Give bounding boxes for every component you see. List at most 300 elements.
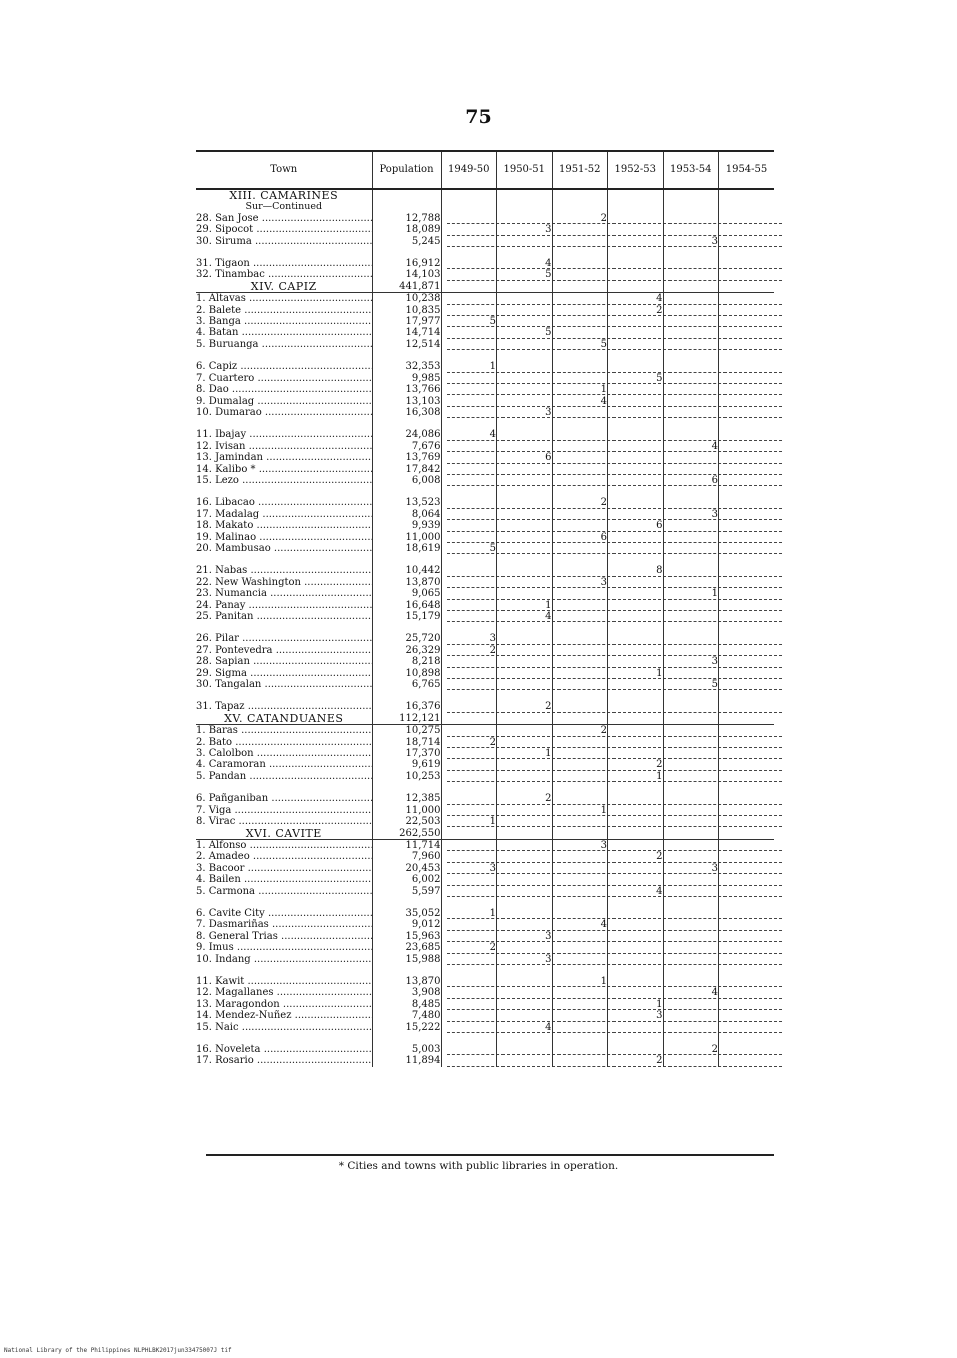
year-value [613,361,671,372]
year-value [558,656,616,667]
year-value [558,886,616,897]
year-value [558,908,616,919]
year-value [724,976,782,987]
year-cell [497,236,553,247]
town-population: 24,086 [372,429,441,440]
year-cell [663,384,719,395]
year-cell [719,759,775,770]
town-name: 25. Panitan ..... [196,611,372,622]
year-value: 1 [502,748,560,759]
year-value [724,475,782,486]
year-value: 5 [558,339,616,350]
spacer-cell [372,486,441,497]
year-value [724,1010,782,1021]
year-value [447,805,505,816]
year-cell [552,999,608,1010]
spacer-cell [663,1033,719,1044]
year-value [669,316,727,327]
year-cell [552,588,608,599]
town-name: 13. Maragondon ..... [196,999,372,1010]
spacer-cell [372,418,441,429]
table-row [196,987,774,998]
year-cell [608,805,664,816]
town-name: 18. Makato ..... [196,520,372,531]
town-population: 32,353 [372,361,441,372]
year-cell [663,269,719,280]
year-cell [552,213,608,224]
year-value [724,565,782,576]
year-value [724,339,782,350]
year-value [669,725,727,736]
table-bottom-rule [206,1154,774,1156]
town-name: 9. Imus ..... [196,942,372,953]
year-cell [497,668,553,679]
year-value [447,497,505,508]
year-cell [497,633,553,644]
year-value [558,748,616,759]
year-value [724,816,782,827]
year-cell [441,987,497,998]
year-value [669,645,727,656]
year-value: 6 [613,520,671,531]
year-value [502,942,560,953]
year-value [669,258,727,269]
town-name: 29. Sipocot ..... [196,224,372,235]
year-cell [497,464,553,475]
spacer-cell [608,418,664,429]
year-cell [441,713,497,725]
year-cell [663,839,719,851]
spacer-cell [552,418,608,429]
year-cell [441,793,497,804]
year-cell [719,701,775,712]
town-name: 20. Mambusao ..... [196,543,372,554]
spacer-cell [663,350,719,361]
year-cell [497,701,553,712]
year-value [613,577,671,588]
town-name: 5. Pandan ..... [196,771,372,782]
year-cell [552,281,608,293]
year-value: 6 [502,452,560,463]
year-cell [552,942,608,953]
town-name: 27. Pontevedra ..... [196,645,372,656]
year-value [558,863,616,874]
province-name: XV. CATANDUANES [224,711,344,725]
year-cell [663,1022,719,1033]
year-cell [608,384,664,395]
year-cell [497,748,553,759]
year-cell [663,213,719,224]
year-value [724,793,782,804]
year-value [613,1022,671,1033]
year-value [724,600,782,611]
year-cell [441,759,497,770]
year-value [613,429,671,440]
year-value: 4 [558,396,616,407]
row-spacer [196,247,774,258]
province-name-cell [196,189,372,213]
year-cell [552,863,608,874]
town-name: 19. Malinao ..... [196,532,372,543]
town-name: 2. Amadeo ..... [196,851,372,862]
year-cell [441,464,497,475]
year-cell [608,452,664,463]
year-value [669,600,727,611]
year-cell [663,464,719,475]
year-cell [663,339,719,350]
town-name: 17. Rosario ..... [196,1055,372,1066]
spacer-cell [497,554,553,565]
year-value [669,407,727,418]
town-population: 5,003 [372,1044,441,1055]
year-value: 1 [613,668,671,679]
year-cell [719,339,775,350]
year-cell [441,407,497,418]
spacer-cell [441,690,497,701]
year-value: 2 [447,645,505,656]
spacer-cell [608,622,664,633]
year-cell [719,565,775,576]
year-cell [441,611,497,622]
year-value [669,429,727,440]
year-value [669,874,727,885]
year-cell [552,407,608,418]
year-cell [608,441,664,452]
year-cell [552,748,608,759]
year-cell [552,497,608,508]
year-cell [497,759,553,770]
table-row [196,258,774,269]
year-cell [497,532,553,543]
year-cell [608,213,664,224]
year-value [613,793,671,804]
year-cell [608,464,664,475]
year-cell [663,611,719,622]
header-year: 1950-51 [497,151,553,189]
year-cell [719,737,775,748]
year-value: 1 [558,384,616,395]
year-value [447,339,505,350]
year-value [724,737,782,748]
table-row [196,633,774,644]
year-cell [608,793,664,804]
year-cell [663,361,719,372]
spacer-cell [196,1033,372,1044]
year-value [502,987,560,998]
spacer-cell [497,782,553,793]
table-row [196,1044,774,1055]
year-cell [663,452,719,463]
row-spacer [196,554,774,565]
year-cell [497,327,553,338]
province-name: XIV. CAPIZ [250,279,317,293]
town-name: 29. Sigma ..... [196,668,372,679]
year-value [724,441,782,452]
table-row [196,656,774,667]
year-cell [552,384,608,395]
year-cell [441,954,497,965]
year-cell [719,407,775,418]
spacer-cell [663,418,719,429]
year-cell [663,793,719,804]
year-value [558,633,616,644]
year-cell [608,725,664,737]
spacer-cell [663,554,719,565]
province-row [196,189,774,213]
year-value [669,1022,727,1033]
year-value [558,793,616,804]
province-row [196,281,774,293]
year-cell [552,645,608,656]
year-cell [663,976,719,987]
town-name: 8. General Trias ..... [196,931,372,942]
year-cell [441,373,497,384]
year-value [724,805,782,816]
year-cell [441,633,497,644]
header-year: 1953-54 [663,151,719,189]
year-cell [552,475,608,486]
town-population: 15,222 [372,1022,441,1033]
year-value: 1 [558,805,616,816]
year-value [447,748,505,759]
table-row [196,771,774,782]
year-value [724,224,782,235]
year-value [613,441,671,452]
year-cell [608,611,664,622]
table-row [196,737,774,748]
year-value [502,816,560,827]
year-value [502,1055,560,1066]
table-row [196,464,774,475]
year-value [558,874,616,885]
year-cell [719,1055,775,1066]
year-value [724,532,782,543]
year-cell [441,509,497,520]
year-value [613,942,671,953]
year-cell [719,396,775,407]
year-value [669,339,727,350]
year-cell [608,863,664,874]
year-cell [663,725,719,737]
year-value [724,213,782,224]
year-value [669,213,727,224]
year-cell [663,679,719,690]
spacer-cell [608,247,664,258]
spacer-cell [497,622,553,633]
year-cell [719,713,775,725]
town-population: 13,523 [372,497,441,508]
spacer-cell [441,1033,497,1044]
year-cell [441,805,497,816]
town-population: 11,000 [372,805,441,816]
year-value [447,520,505,531]
town-name: 1. Baras ..... [196,725,372,737]
year-cell [719,851,775,862]
year-value: 2 [613,851,671,862]
year-value [613,316,671,327]
table-row [196,577,774,588]
year-value [558,327,616,338]
year-cell [663,668,719,679]
year-value: 8 [613,565,671,576]
year-cell [552,816,608,827]
spacer-cell [719,1033,775,1044]
year-value [613,748,671,759]
year-value [669,497,727,508]
year-cell [719,532,775,543]
year-cell [441,316,497,327]
year-value [669,1055,727,1066]
year-value [447,384,505,395]
year-value [502,725,560,736]
year-cell [663,919,719,930]
spacer-cell [441,897,497,908]
spacer-cell [663,965,719,976]
year-cell [552,532,608,543]
table-row [196,645,774,656]
town-name: 8. Dao ..... [196,384,372,395]
town-name: 6. Capiz ..... [196,361,372,372]
year-value [724,999,782,1010]
town-name: 3. Calolbon ..... [196,748,372,759]
spacer-cell [663,486,719,497]
year-value: 3 [669,656,727,667]
town-population: 23,685 [372,942,441,953]
year-value [502,464,560,475]
year-cell [608,931,664,942]
town-population: 26,329 [372,645,441,656]
year-value [558,224,616,235]
year-value: 1 [613,771,671,782]
spacer-cell [608,782,664,793]
year-value [669,464,727,475]
year-value [502,532,560,543]
year-cell [719,1044,775,1055]
year-cell [552,543,608,554]
town-population: 5,245 [372,236,441,247]
year-value: 5 [502,327,560,338]
year-cell [608,1044,664,1055]
town-population: 11,000 [372,532,441,543]
year-cell [608,532,664,543]
year-cell [719,668,775,679]
spacer-cell [608,486,664,497]
year-value [502,1010,560,1021]
year-cell [497,600,553,611]
spacer-cell [497,1033,553,1044]
year-value [447,509,505,520]
province-population: 441,871 [372,281,441,293]
town-population: 14,714 [372,327,441,338]
spacer-cell [372,782,441,793]
year-value [613,611,671,622]
year-cell [608,874,664,885]
year-value [724,919,782,930]
year-value [447,1044,505,1055]
year-value [502,874,560,885]
town-population: 13,870 [372,976,441,987]
spacer-cell [372,247,441,258]
year-value: 6 [669,475,727,486]
year-value [558,520,616,531]
year-value [447,373,505,384]
year-value [724,509,782,520]
year-cell [719,600,775,611]
year-cell [608,293,664,305]
town-population: 9,065 [372,588,441,599]
year-value: 2 [502,701,560,712]
year-cell [719,725,775,737]
town-name: 9. Dumalag ..... [196,396,372,407]
year-cell [441,679,497,690]
year-value [724,373,782,384]
year-value [724,497,782,508]
year-cell [719,316,775,327]
table-row [196,942,774,953]
year-cell [608,701,664,712]
year-value [558,543,616,554]
year-value [669,224,727,235]
town-name: 2. Balete ..... [196,305,372,316]
year-value [558,954,616,965]
year-cell [663,588,719,599]
year-cell [719,509,775,520]
year-value [613,987,671,998]
year-cell [608,600,664,611]
year-value [558,987,616,998]
year-value [447,793,505,804]
year-value [558,305,616,316]
year-cell [552,258,608,269]
town-name: 11. Kawit ..... [196,976,372,987]
year-value [724,1044,782,1055]
year-value [613,213,671,224]
year-cell [441,236,497,247]
year-cell [719,520,775,531]
year-value [669,771,727,782]
table-row [196,600,774,611]
year-value [447,679,505,690]
town-name: 16. Libacao ..... [196,497,372,508]
year-value [613,543,671,554]
year-value [447,771,505,782]
year-cell [608,1055,664,1066]
year-cell [719,828,775,840]
table-row [196,611,774,622]
town-population: 10,835 [372,305,441,316]
town-population: 18,089 [372,224,441,235]
year-cell [608,759,664,770]
town-name: 32. Tinambac ..... [196,269,372,280]
spacer-cell [719,782,775,793]
year-cell [608,839,664,851]
year-value [669,942,727,953]
year-value [447,565,505,576]
year-cell [608,954,664,965]
year-cell [663,497,719,508]
year-cell [719,361,775,372]
table-row [196,1055,774,1066]
year-value [447,851,505,862]
year-cell [552,1044,608,1055]
town-population: 3,908 [372,987,441,998]
year-value [669,840,727,851]
spacer-cell [608,554,664,565]
table-row [196,668,774,679]
town-name: 30. Siruma ..... [196,236,372,247]
year-value [502,384,560,395]
header-year: 1949-50 [441,151,497,189]
